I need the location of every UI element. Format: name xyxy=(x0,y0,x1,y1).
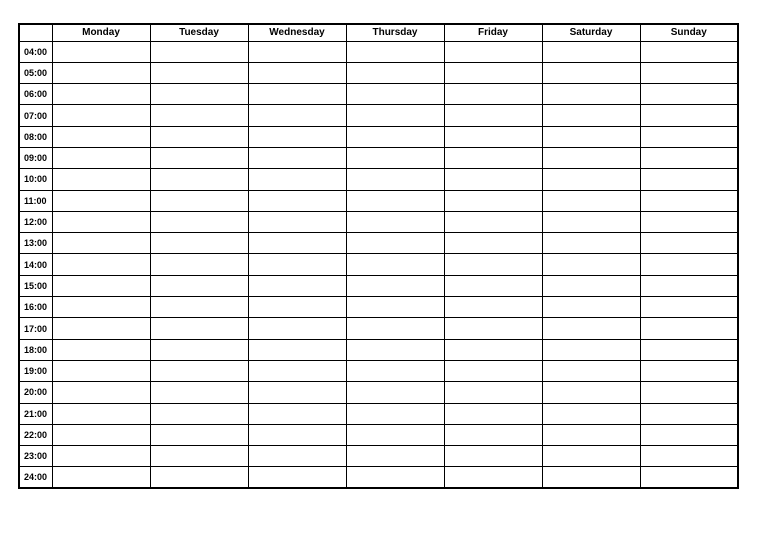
slot-cell-monday[interactable] xyxy=(52,360,150,381)
hour-label: 12:00 xyxy=(19,211,52,232)
slot-cell-thursday[interactable] xyxy=(346,62,444,83)
slot-cell-monday[interactable] xyxy=(52,126,150,147)
hour-row xyxy=(19,275,738,296)
slot-cell-friday[interactable] xyxy=(444,84,542,105)
slot-cell-wednesday[interactable] xyxy=(248,254,346,275)
slot-cell-friday[interactable] xyxy=(444,318,542,339)
slot-cell-tuesday[interactable] xyxy=(150,467,248,488)
slot-cell-friday[interactable] xyxy=(444,339,542,360)
slot-cell-thursday[interactable] xyxy=(346,339,444,360)
slot-cell-saturday[interactable] xyxy=(542,339,640,360)
hour-row xyxy=(19,360,738,381)
slot-cell-monday[interactable] xyxy=(52,446,150,467)
slot-cell-friday[interactable] xyxy=(444,169,542,190)
hour-row xyxy=(19,41,738,62)
slot-cell-saturday[interactable] xyxy=(542,126,640,147)
slot-cell-sunday[interactable] xyxy=(640,211,738,232)
slot-cell-monday[interactable] xyxy=(52,424,150,445)
slot-cell-monday[interactable] xyxy=(52,254,150,275)
slot-cell-saturday[interactable] xyxy=(542,105,640,126)
weekly-planner-table xyxy=(18,23,739,489)
slot-cell-saturday[interactable] xyxy=(542,467,640,488)
slot-cell-wednesday[interactable] xyxy=(248,424,346,445)
hour-label: 19:00 xyxy=(19,360,52,381)
slot-cell-thursday[interactable] xyxy=(346,446,444,467)
hour-row xyxy=(19,382,738,403)
corner-cell xyxy=(19,24,52,41)
day-header-friday: Friday xyxy=(444,24,542,41)
slot-cell-saturday[interactable] xyxy=(542,275,640,296)
slot-cell-friday[interactable] xyxy=(444,233,542,254)
slot-cell-wednesday[interactable] xyxy=(248,382,346,403)
slot-cell-wednesday[interactable] xyxy=(248,126,346,147)
slot-cell-monday[interactable] xyxy=(52,233,150,254)
slot-cell-wednesday[interactable] xyxy=(248,211,346,232)
slot-cell-wednesday[interactable] xyxy=(248,360,346,381)
slot-cell-tuesday[interactable] xyxy=(150,105,248,126)
slot-cell-tuesday[interactable] xyxy=(150,424,248,445)
slot-cell-tuesday[interactable] xyxy=(150,360,248,381)
slot-cell-sunday[interactable] xyxy=(640,126,738,147)
slot-cell-tuesday[interactable] xyxy=(150,275,248,296)
slot-cell-saturday[interactable] xyxy=(542,62,640,83)
slot-cell-friday[interactable] xyxy=(444,275,542,296)
hour-label: 08:00 xyxy=(19,126,52,147)
day-header-sunday: Sunday xyxy=(640,24,738,41)
slot-cell-monday[interactable] xyxy=(52,169,150,190)
slot-cell-friday[interactable] xyxy=(444,211,542,232)
slot-cell-monday[interactable] xyxy=(52,382,150,403)
slot-cell-thursday[interactable] xyxy=(346,126,444,147)
slot-cell-monday[interactable] xyxy=(52,62,150,83)
slot-cell-monday[interactable] xyxy=(52,190,150,211)
slot-cell-sunday[interactable] xyxy=(640,446,738,467)
hour-label: 09:00 xyxy=(19,147,52,168)
slot-cell-monday[interactable] xyxy=(52,147,150,168)
slot-cell-thursday[interactable] xyxy=(346,403,444,424)
slot-cell-friday[interactable] xyxy=(444,190,542,211)
slot-cell-friday[interactable] xyxy=(444,126,542,147)
slot-cell-saturday[interactable] xyxy=(542,41,640,62)
slot-cell-wednesday[interactable] xyxy=(248,339,346,360)
slot-cell-friday[interactable] xyxy=(444,424,542,445)
header-row xyxy=(19,24,738,41)
hour-row xyxy=(19,424,738,445)
slot-cell-friday[interactable] xyxy=(444,446,542,467)
day-header-thursday: Thursday xyxy=(346,24,444,41)
hour-row xyxy=(19,403,738,424)
slot-cell-thursday[interactable] xyxy=(346,105,444,126)
slot-cell-saturday[interactable] xyxy=(542,360,640,381)
slot-cell-monday[interactable] xyxy=(52,211,150,232)
slot-cell-sunday[interactable] xyxy=(640,84,738,105)
slot-cell-tuesday[interactable] xyxy=(150,318,248,339)
day-header-saturday: Saturday xyxy=(542,24,640,41)
slot-cell-wednesday[interactable] xyxy=(248,62,346,83)
slot-cell-thursday[interactable] xyxy=(346,233,444,254)
slot-cell-wednesday[interactable] xyxy=(248,41,346,62)
hour-label: 18:00 xyxy=(19,339,52,360)
hour-label: 10:00 xyxy=(19,169,52,190)
slot-cell-tuesday[interactable] xyxy=(150,297,248,318)
slot-cell-thursday[interactable] xyxy=(346,41,444,62)
hour-row xyxy=(19,84,738,105)
slot-cell-monday[interactable] xyxy=(52,84,150,105)
hour-row xyxy=(19,126,738,147)
hour-label: 24:00 xyxy=(19,467,52,488)
slot-cell-wednesday[interactable] xyxy=(248,105,346,126)
slot-cell-sunday[interactable] xyxy=(640,105,738,126)
slot-cell-friday[interactable] xyxy=(444,254,542,275)
slot-cell-tuesday[interactable] xyxy=(150,403,248,424)
slot-cell-friday[interactable] xyxy=(444,147,542,168)
slot-cell-wednesday[interactable] xyxy=(248,147,346,168)
hour-row xyxy=(19,105,738,126)
slot-cell-tuesday[interactable] xyxy=(150,339,248,360)
slot-cell-monday[interactable] xyxy=(52,403,150,424)
slot-cell-monday[interactable] xyxy=(52,275,150,296)
slot-cell-thursday[interactable] xyxy=(346,382,444,403)
day-header-monday: Monday xyxy=(52,24,150,41)
slot-cell-wednesday[interactable] xyxy=(248,318,346,339)
hour-row xyxy=(19,169,738,190)
hour-label: 23:00 xyxy=(19,446,52,467)
slot-cell-monday[interactable] xyxy=(52,467,150,488)
slot-cell-sunday[interactable] xyxy=(640,41,738,62)
slot-cell-sunday[interactable] xyxy=(640,318,738,339)
day-header-tuesday: Tuesday xyxy=(150,24,248,41)
slot-cell-tuesday[interactable] xyxy=(150,254,248,275)
slot-cell-thursday[interactable] xyxy=(346,424,444,445)
slot-cell-saturday[interactable] xyxy=(542,424,640,445)
slot-cell-wednesday[interactable] xyxy=(248,190,346,211)
slot-cell-wednesday[interactable] xyxy=(248,446,346,467)
hour-row xyxy=(19,147,738,168)
hour-row xyxy=(19,233,738,254)
slot-cell-wednesday[interactable] xyxy=(248,297,346,318)
hour-row xyxy=(19,318,738,339)
hour-label: 14:00 xyxy=(19,254,52,275)
slot-cell-sunday[interactable] xyxy=(640,233,738,254)
hour-label: 06:00 xyxy=(19,84,52,105)
slot-cell-sunday[interactable] xyxy=(640,424,738,445)
slot-cell-tuesday[interactable] xyxy=(150,233,248,254)
slot-cell-sunday[interactable] xyxy=(640,339,738,360)
slot-cell-saturday[interactable] xyxy=(542,233,640,254)
hour-row xyxy=(19,339,738,360)
slot-cell-tuesday[interactable] xyxy=(150,190,248,211)
slot-cell-thursday[interactable] xyxy=(346,297,444,318)
slot-cell-saturday[interactable] xyxy=(542,169,640,190)
slot-cell-friday[interactable] xyxy=(444,62,542,83)
day-header-wednesday: Wednesday xyxy=(248,24,346,41)
slot-cell-sunday[interactable] xyxy=(640,190,738,211)
slot-cell-saturday[interactable] xyxy=(542,297,640,318)
slot-cell-saturday[interactable] xyxy=(542,318,640,339)
slot-cell-sunday[interactable] xyxy=(640,147,738,168)
slot-cell-tuesday[interactable] xyxy=(150,169,248,190)
slot-cell-saturday[interactable] xyxy=(542,254,640,275)
hour-row xyxy=(19,62,738,83)
slot-cell-thursday[interactable] xyxy=(346,190,444,211)
slot-cell-thursday[interactable] xyxy=(346,275,444,296)
slot-cell-saturday[interactable] xyxy=(542,190,640,211)
slot-cell-wednesday[interactable] xyxy=(248,403,346,424)
hour-label: 21:00 xyxy=(19,403,52,424)
slot-cell-saturday[interactable] xyxy=(542,382,640,403)
slot-cell-thursday[interactable] xyxy=(346,254,444,275)
slot-cell-sunday[interactable] xyxy=(640,169,738,190)
slot-cell-saturday[interactable] xyxy=(542,403,640,424)
slot-cell-friday[interactable] xyxy=(444,467,542,488)
slot-cell-wednesday[interactable] xyxy=(248,84,346,105)
slot-cell-monday[interactable] xyxy=(52,41,150,62)
slot-cell-thursday[interactable] xyxy=(346,84,444,105)
hour-row xyxy=(19,190,738,211)
slot-cell-monday[interactable] xyxy=(52,339,150,360)
slot-cell-sunday[interactable] xyxy=(640,467,738,488)
slot-cell-sunday[interactable] xyxy=(640,360,738,381)
slot-cell-friday[interactable] xyxy=(444,360,542,381)
slot-cell-wednesday[interactable] xyxy=(248,275,346,296)
slot-cell-monday[interactable] xyxy=(52,297,150,318)
slot-cell-saturday[interactable] xyxy=(542,147,640,168)
hour-row xyxy=(19,467,738,488)
slot-cell-tuesday[interactable] xyxy=(150,126,248,147)
slot-cell-friday[interactable] xyxy=(444,41,542,62)
slot-cell-sunday[interactable] xyxy=(640,62,738,83)
slot-cell-friday[interactable] xyxy=(444,297,542,318)
slot-cell-thursday[interactable] xyxy=(346,318,444,339)
slot-cell-wednesday[interactable] xyxy=(248,169,346,190)
slot-cell-tuesday[interactable] xyxy=(150,62,248,83)
slot-cell-sunday[interactable] xyxy=(640,403,738,424)
hour-label: 05:00 xyxy=(19,62,52,83)
slot-cell-friday[interactable] xyxy=(444,403,542,424)
planner-body xyxy=(19,41,738,488)
slot-cell-tuesday[interactable] xyxy=(150,382,248,403)
hour-label: 07:00 xyxy=(19,105,52,126)
slot-cell-wednesday[interactable] xyxy=(248,233,346,254)
slot-cell-sunday[interactable] xyxy=(640,275,738,296)
hour-label: 11:00 xyxy=(19,190,52,211)
hour-label: 15:00 xyxy=(19,275,52,296)
slot-cell-thursday[interactable] xyxy=(346,211,444,232)
hour-label: 13:00 xyxy=(19,233,52,254)
slot-cell-tuesday[interactable] xyxy=(150,84,248,105)
slot-cell-tuesday[interactable] xyxy=(150,41,248,62)
slot-cell-thursday[interactable] xyxy=(346,360,444,381)
slot-cell-thursday[interactable] xyxy=(346,147,444,168)
hour-label: 04:00 xyxy=(19,41,52,62)
slot-cell-tuesday[interactable] xyxy=(150,211,248,232)
slot-cell-saturday[interactable] xyxy=(542,84,640,105)
slot-cell-monday[interactable] xyxy=(52,318,150,339)
hour-label: 16:00 xyxy=(19,297,52,318)
hour-row xyxy=(19,211,738,232)
slot-cell-saturday[interactable] xyxy=(542,446,640,467)
hour-label: 17:00 xyxy=(19,318,52,339)
slot-cell-sunday[interactable] xyxy=(640,297,738,318)
hour-label: 22:00 xyxy=(19,424,52,445)
slot-cell-sunday[interactable] xyxy=(640,254,738,275)
hour-row xyxy=(19,297,738,318)
hour-row xyxy=(19,446,738,467)
slot-cell-tuesday[interactable] xyxy=(150,446,248,467)
slot-cell-sunday[interactable] xyxy=(640,382,738,403)
slot-cell-monday[interactable] xyxy=(52,105,150,126)
hour-label: 20:00 xyxy=(19,382,52,403)
slot-cell-saturday[interactable] xyxy=(542,211,640,232)
hour-row xyxy=(19,254,738,275)
slot-cell-thursday[interactable] xyxy=(346,467,444,488)
slot-cell-wednesday[interactable] xyxy=(248,467,346,488)
slot-cell-tuesday[interactable] xyxy=(150,147,248,168)
slot-cell-friday[interactable] xyxy=(444,382,542,403)
slot-cell-friday[interactable] xyxy=(444,105,542,126)
slot-cell-thursday[interactable] xyxy=(346,169,444,190)
